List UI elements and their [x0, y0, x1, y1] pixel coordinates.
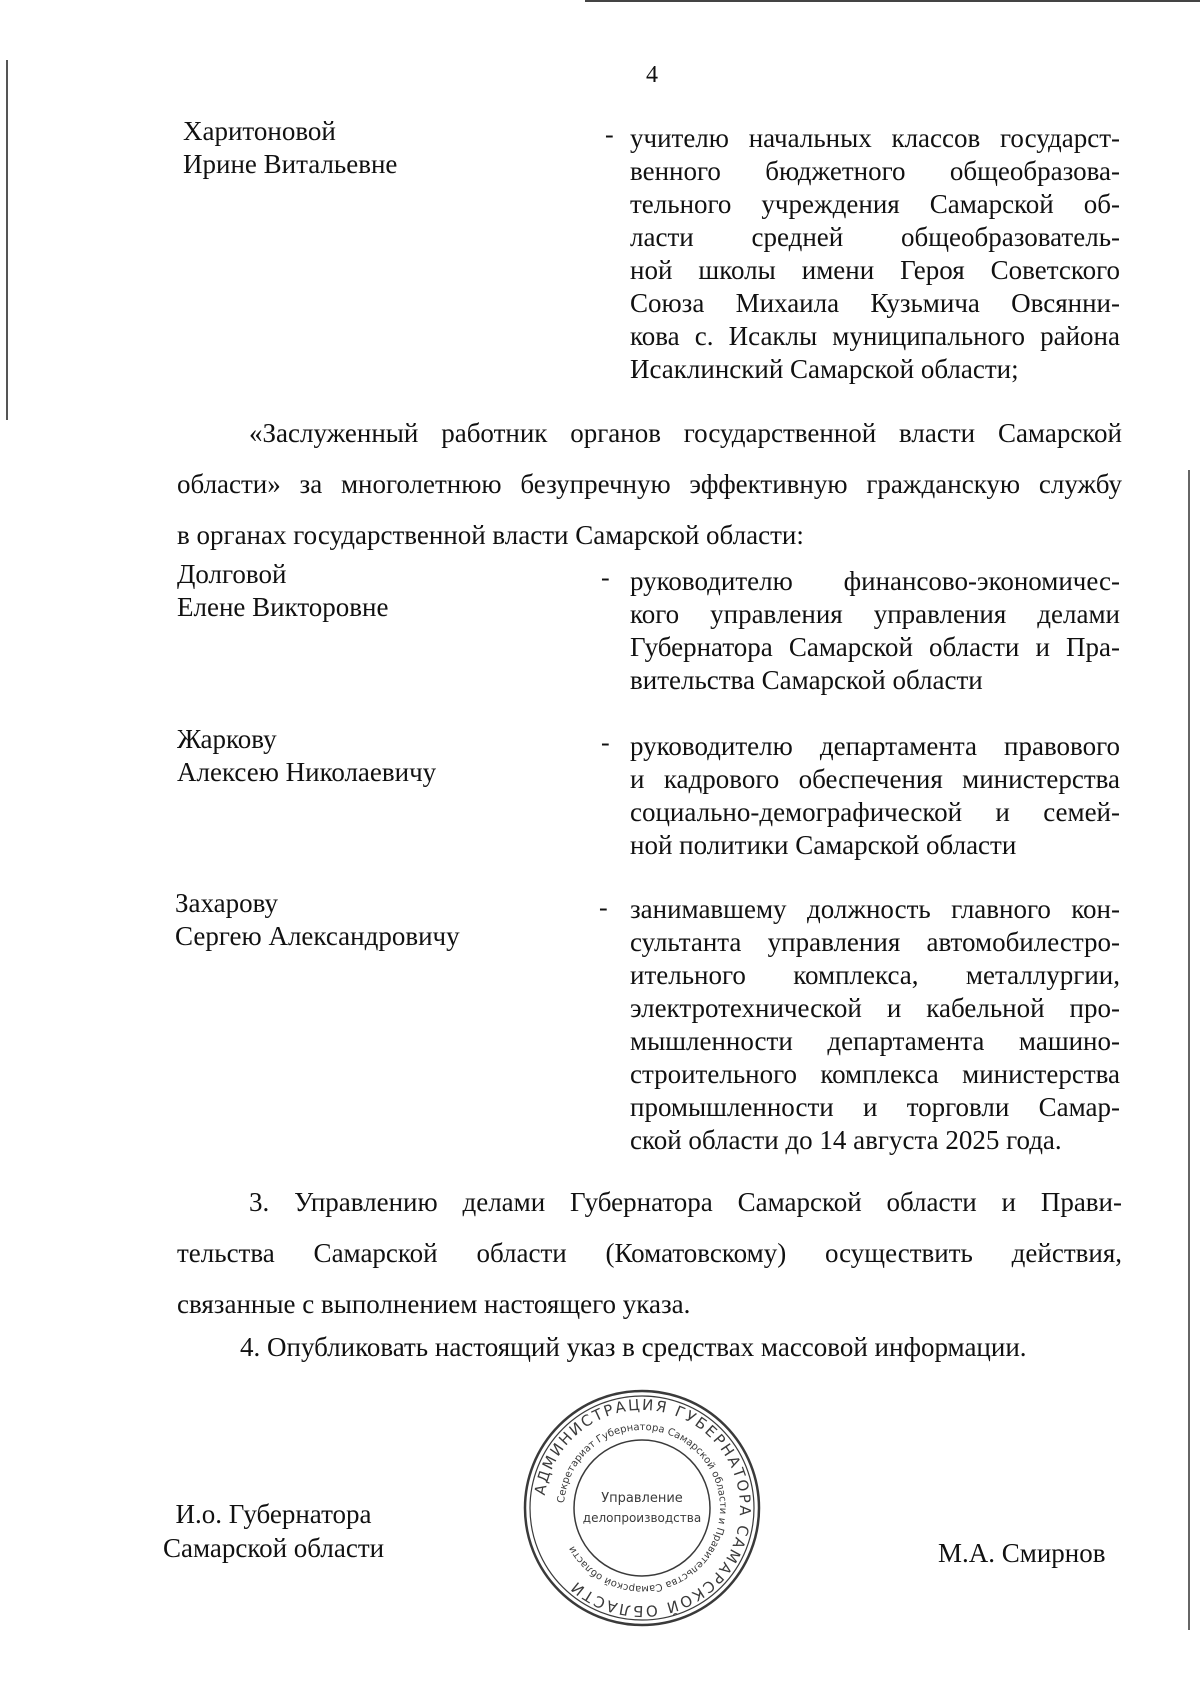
award-paragraph: «Заслуженный работник органов государственной власти Самарской области» за многолетнюю безупречную эффективную гражданскую службу в органах государственной власти Самарской области: — [177, 418, 1122, 550]
recipient-position: руководителю финансово-экономичес- кого управления управления делами Губернатора Самарской области и Пра- вительства Самарской области — [630, 566, 1120, 695]
page-number: 4 — [646, 62, 658, 88]
recipient-name: Харитоновой Ирине Витальевне — [183, 116, 398, 179]
stamp-outer-text: АДМИНИСТРАЦИЯ ГУБЕРНАТОРА САМАРСКОЙ ОБЛАСТИ — [530, 1395, 755, 1621]
entry-dash: - — [599, 893, 608, 922]
scan-edge-right — [1188, 470, 1190, 1630]
recipient-name: Захарову Сергею Александровичу — [175, 888, 460, 951]
entry-dash: - — [601, 563, 610, 592]
clause-3: 3. Управлению делами Губернатора Самарской области и Прави- тельства Самарской области (Коматовскому) осуществить действия, связанные с выполнением настоящего указа. — [177, 1187, 1122, 1319]
recipient-name: Жаркову Алексею Николаевичу — [177, 724, 437, 787]
recipient-position: учителю начальных классов государст- венного бюджетного общеобразова- тельного учреждения Самарской об- ласти средней общеобразователь- ной школы имени Героя Советского Союза Михаила Кузьмича Овсянни- кова с. Исаклы муниципального района Исаклинский Самарской области; — [630, 123, 1120, 384]
seal-stamp — [522, 1388, 762, 1628]
recipient-position: занимавшему должность главного кон- сультанта управления автомобилестро- ительного комплекса, металлургии, электротехнической и кабельной про- мышленности департамента машино- строительного комплекса министерства промышленности и торговли Самар- ской области до 14 августа 2025 года. — [630, 894, 1120, 1155]
clause-4: 4. Опубликовать настоящий указ в средствах массовой информации. — [240, 1332, 1027, 1362]
entry-dash: - — [601, 728, 610, 757]
signatory-name: М.А. Смирнов — [938, 1538, 1106, 1568]
stamp-center-line-1: Управление — [601, 1491, 683, 1506]
recipient-position: руководителю департамента правового и кадрового обеспечения министерства социально-демографической и семей- ной политики Самарской области — [630, 731, 1120, 860]
scan-edge-top — [585, 0, 1200, 2]
stamp-inner-ring — [574, 1440, 710, 1576]
stamp-center-line-2: делопроизводства — [582, 1511, 702, 1525]
entry-dash: - — [605, 120, 614, 149]
stamp-inner-text: Секретариат Губернатора Самарской области и Правительства Самарской области — [556, 1421, 729, 1595]
scan-edge-left — [6, 60, 8, 420]
recipient-name: Долговой Елене Викторовне — [177, 559, 389, 622]
signatory-title: И.о. Губернатора Самарской области — [163, 1499, 385, 1563]
